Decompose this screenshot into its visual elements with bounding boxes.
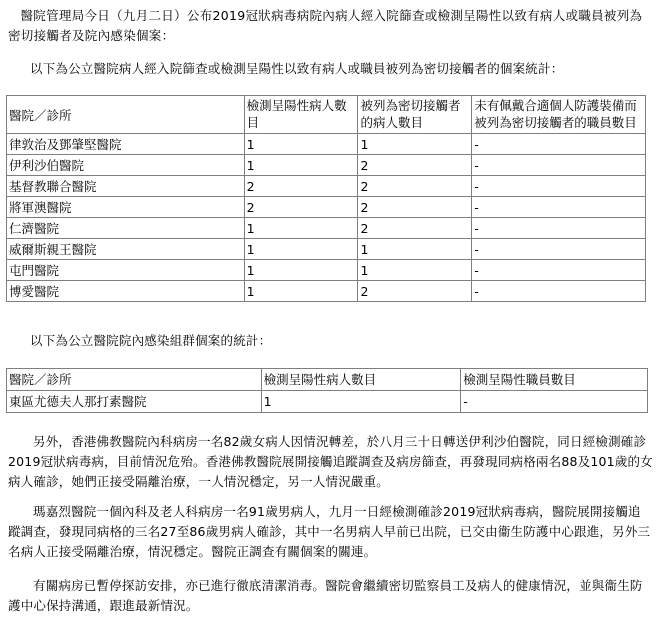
- table-row: [7, 155, 646, 176]
- close-contact-staff-cell: -: [472, 134, 646, 155]
- table-row: [7, 391, 648, 413]
- hospital-cell: 威爾斯親王醫院: [7, 239, 245, 260]
- close-contact-cases-table: [6, 95, 646, 302]
- table2-caption: 以下為公立醫院院內感染組群個案的統計：: [30, 333, 272, 348]
- hospital-cell: 基督教聯合醫院: [7, 176, 245, 197]
- table-row: [7, 134, 646, 155]
- header-cell: 被列為密切接觸者的病人數目: [358, 96, 472, 134]
- header-cell: 未有佩戴合適個人防護裝備而被列為密切接觸者的職員數目: [472, 96, 646, 134]
- table-row: [7, 197, 646, 218]
- header-cell: 檢測呈陽性病人數目: [244, 96, 358, 134]
- positive-patients-cell: 2: [244, 197, 358, 218]
- positive-patients-cell: 1: [244, 281, 358, 302]
- table1-caption: 以下為公立醫院病人經入院篩查或檢測呈陽性以致有病人或職員被列為密切接觸者的個案統計：: [30, 61, 564, 76]
- table-row: [7, 176, 646, 197]
- close-contact-staff-cell: -: [472, 176, 646, 197]
- positive-patients-cell: 1: [244, 239, 358, 260]
- close-contact-patients-cell: 2: [358, 176, 472, 197]
- body-paragraph: 有關病房已暫停探訪安排，亦已進行徹底清潔消毒。醫院會繼續密切監察員工及病人的健康情況，並與衞生防護中心保持溝通，跟進最新情況。: [8, 578, 643, 613]
- positive-patients-cell: 1: [261, 391, 461, 413]
- positive-staff-cell: -: [461, 391, 648, 413]
- close-contact-staff-cell: -: [472, 155, 646, 176]
- table-row: [7, 260, 646, 281]
- header-cell: 檢測呈陽性病人數目: [261, 369, 461, 391]
- hospital-cell: 屯門醫院: [7, 260, 245, 281]
- close-contact-patients-cell: 1: [358, 239, 472, 260]
- hospital-cell: 伊利沙伯醫院: [7, 155, 245, 176]
- hospital-cell: 將軍澳醫院: [7, 197, 245, 218]
- intro-paragraph: 醫院管理局今日（九月二日）公布2019冠狀病毒病院內病人經入院篩查或檢測呈陽性以致有病人或職員被列為密切接觸者及院內感染個案：: [8, 8, 643, 43]
- hospital-cell: 仁濟醫院: [7, 218, 245, 239]
- close-contact-staff-cell: -: [472, 281, 646, 302]
- positive-patients-cell: 1: [244, 218, 358, 239]
- header-cell: 檢測呈陽性職員數目: [461, 369, 648, 391]
- table-row: [7, 239, 646, 260]
- hospital-cell: 東區尤德夫人那打素醫院: [7, 391, 262, 413]
- table-row: [7, 218, 646, 239]
- hospital-cell: 博愛醫院: [7, 281, 245, 302]
- close-contact-patients-cell: 2: [358, 155, 472, 176]
- positive-patients-cell: 1: [244, 155, 358, 176]
- header-cell: 醫院／診所: [7, 96, 245, 134]
- close-contact-patients-cell: 1: [358, 260, 472, 281]
- table-row: [7, 281, 646, 302]
- close-contact-staff-cell: -: [472, 197, 646, 218]
- positive-patients-cell: 1: [244, 260, 358, 281]
- close-contact-staff-cell: -: [472, 260, 646, 281]
- close-contact-patients-cell: 2: [358, 281, 472, 302]
- close-contact-patients-cell: 2: [358, 218, 472, 239]
- close-contact-staff-cell: -: [472, 218, 646, 239]
- body-paragraph: 瑪嘉烈醫院一個內科及老人科病房一名91歲男病人，九月一日經檢測確診2019冠狀病毒病，醫院展開接觸追蹤調查，發現同病格的三名27至86歲男病人確診，其中一名男病人早前已出院，已交由衞生防護中心跟進，另外三名病人正接受隔離治療，情況穩定。醫院正調查有關個案的關連。: [8, 504, 651, 559]
- hospital-cell: 律敦治及鄧肇堅醫院: [7, 134, 245, 155]
- positive-patients-cell: 2: [244, 176, 358, 197]
- close-contact-patients-cell: 2: [358, 197, 472, 218]
- hospital-cluster-cases-table: [6, 368, 648, 413]
- table-header-row: [7, 96, 646, 134]
- close-contact-staff-cell: -: [472, 239, 646, 260]
- body-paragraph: 另外，香港佛教醫院內科病房一名82歲女病人因情況轉差，於八月三十日轉送伊利沙伯醫院，同日經檢測確診2019冠狀病毒病，目前情況危殆。香港佛教醫院展開接觸追蹤調查及病房篩查，再發現同病格兩名88及101歲的女病人確診，她們正接受隔離治療，一人情況穩定，另一人情況嚴重。: [8, 434, 653, 489]
- header-cell: 醫院／診所: [7, 369, 262, 391]
- positive-patients-cell: 1: [244, 134, 358, 155]
- table-header-row: [7, 369, 648, 391]
- close-contact-patients-cell: 1: [358, 134, 472, 155]
